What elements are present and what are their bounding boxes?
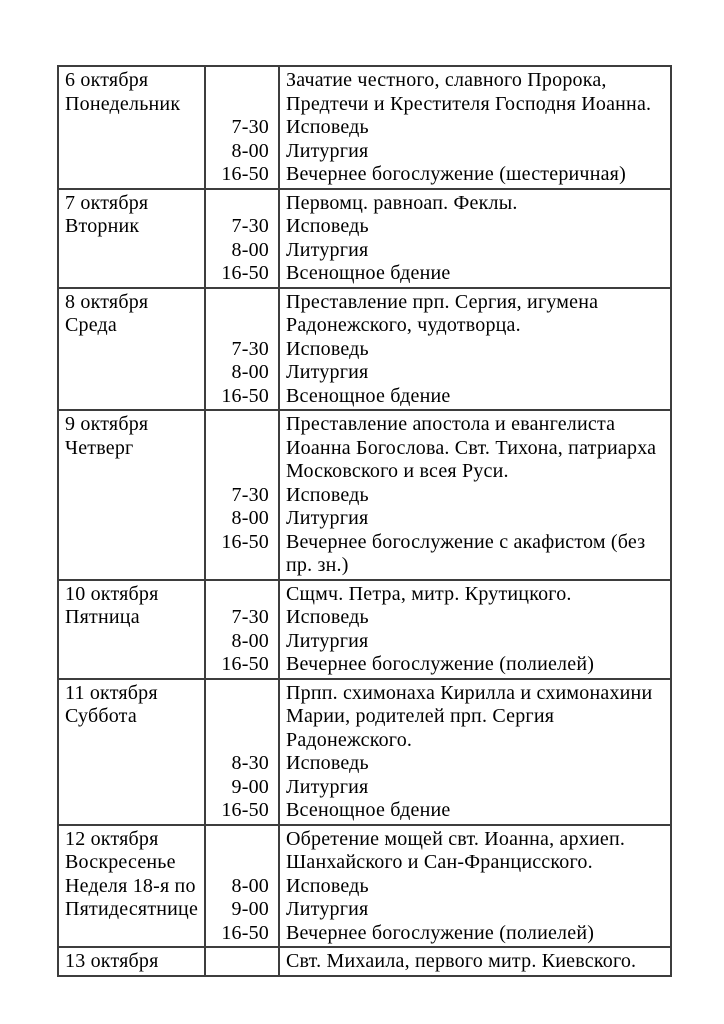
service-line bbox=[206, 484, 670, 508]
schedule-row bbox=[59, 678, 670, 824]
service-time: 7-30 bbox=[231, 337, 269, 360]
feast-line bbox=[206, 705, 670, 729]
time-column-divider bbox=[278, 289, 280, 410]
feast-text: Предтечи и Крестителя Господня Иоанна. bbox=[286, 92, 652, 115]
service-time: 9-00 bbox=[231, 898, 269, 920]
service-text: Исповедь bbox=[286, 874, 369, 897]
service-line bbox=[206, 239, 670, 263]
feast-text: Иоанна Богослова. Свт. Тихона, патриарха bbox=[286, 436, 657, 459]
feast-line bbox=[206, 682, 670, 706]
time-column-divider bbox=[278, 680, 280, 824]
time-column-divider bbox=[278, 581, 280, 678]
feast-text: Прпп. схимонаха Кирилла и схимонахини bbox=[286, 681, 653, 704]
schedule-row bbox=[59, 946, 670, 975]
service-line bbox=[206, 898, 670, 922]
service-time: 8-00 bbox=[231, 361, 269, 383]
service-time: 7-30 bbox=[231, 483, 269, 506]
service-time: 16-50 bbox=[221, 163, 269, 185]
weekday-label: Вторник bbox=[65, 215, 140, 237]
service-time: 8-30 bbox=[231, 752, 269, 774]
weekday-label: Воскресенье bbox=[65, 851, 176, 873]
service-time bbox=[206, 314, 278, 338]
feast-text: Радонежского. bbox=[286, 728, 413, 751]
service-line bbox=[206, 606, 670, 630]
service-time: 8-00 bbox=[231, 629, 269, 652]
service-line bbox=[206, 799, 670, 823]
service-time: 16-50 bbox=[221, 653, 269, 675]
weekday-label: Неделя 18-я по bbox=[65, 874, 196, 897]
service-time: 8-00 bbox=[231, 238, 269, 261]
service-text: Вечернее богослужение (полиелей) bbox=[286, 653, 595, 675]
service-text: Исповедь bbox=[286, 337, 369, 360]
date-cell bbox=[59, 67, 206, 188]
service-line bbox=[206, 776, 670, 800]
service-line bbox=[206, 385, 670, 409]
service-time: 7-30 bbox=[231, 606, 269, 628]
services-cell bbox=[206, 411, 670, 579]
service-time bbox=[206, 950, 278, 974]
service-time bbox=[206, 851, 278, 875]
feast-line bbox=[206, 583, 670, 607]
service-text: Литургия bbox=[286, 139, 369, 162]
feast-text: Свт. Михаила, первого митр. Киевского. bbox=[286, 950, 637, 972]
service-time bbox=[206, 729, 278, 753]
date-cell bbox=[59, 826, 206, 947]
time-column-divider bbox=[278, 190, 280, 287]
service-time bbox=[206, 413, 278, 437]
date-cell bbox=[59, 680, 206, 824]
service-time bbox=[206, 828, 278, 852]
service-text: Литургия bbox=[286, 629, 369, 652]
date-label: 13 октября bbox=[65, 950, 159, 972]
feast-text: Обретение мощей свт. Иоанна, архиеп. bbox=[286, 827, 626, 850]
feast-text: Шанхайского и Сан-Францисского. bbox=[286, 851, 593, 873]
service-text: Всенощное бдение bbox=[286, 384, 451, 407]
date-label: 10 октября bbox=[65, 582, 159, 605]
service-text: Исповедь bbox=[286, 116, 369, 138]
service-time bbox=[206, 93, 278, 117]
feast-text: Преставление прп. Сергия, игумена bbox=[286, 290, 599, 313]
service-text: Литургия bbox=[286, 507, 369, 529]
service-line bbox=[206, 531, 670, 555]
feast-text: Радонежского, чудотворца. bbox=[286, 314, 521, 336]
feast-line bbox=[206, 729, 670, 753]
service-time: 7-30 bbox=[231, 116, 269, 138]
feast-text: Первомц. равноап. Феклы. bbox=[286, 191, 518, 214]
date-label: 12 октября bbox=[65, 827, 159, 850]
service-text: Литургия bbox=[286, 898, 369, 920]
service-text: Вечернее богослужение с акафистом (без bbox=[286, 530, 646, 553]
date-label: 8 октября bbox=[65, 290, 149, 313]
feast-text: Преставление апостола и евангелиста bbox=[286, 413, 616, 435]
feast-text: Зачатие честного, славного Пророка, bbox=[286, 69, 607, 91]
service-line bbox=[206, 163, 670, 187]
date-label: 7 октября bbox=[65, 191, 149, 214]
service-line bbox=[206, 554, 670, 578]
date-cell bbox=[59, 581, 206, 678]
service-text: Исповедь bbox=[286, 215, 369, 237]
service-time bbox=[206, 69, 278, 93]
weekday-label: Суббота bbox=[65, 705, 137, 727]
feast-line bbox=[206, 413, 670, 437]
date-label: 11 октября bbox=[65, 681, 158, 704]
service-time bbox=[206, 291, 278, 315]
service-time: 8-00 bbox=[231, 874, 269, 897]
service-line bbox=[206, 653, 670, 677]
service-time: 8-00 bbox=[231, 507, 269, 529]
service-time: 8-00 bbox=[231, 139, 269, 162]
services-cell bbox=[206, 680, 670, 824]
weekday-label: Пятница bbox=[65, 606, 140, 628]
service-time: 7-30 bbox=[231, 215, 269, 237]
date-cell bbox=[59, 948, 206, 975]
date-cell bbox=[59, 289, 206, 410]
feast-line bbox=[206, 192, 670, 216]
service-time: 9-00 bbox=[231, 775, 269, 798]
service-line bbox=[206, 262, 670, 286]
schedule-row bbox=[59, 409, 670, 579]
services-cell bbox=[206, 289, 670, 410]
time-column-divider bbox=[278, 411, 280, 579]
service-text: Вечернее богослужение (шестеричная) bbox=[286, 163, 626, 185]
weekday-label: Понедельник bbox=[65, 92, 181, 115]
service-line bbox=[206, 361, 670, 385]
service-time bbox=[206, 460, 278, 484]
service-text: Исповедь bbox=[286, 483, 369, 506]
service-text: Всенощное бдение bbox=[286, 262, 451, 284]
schedule-row bbox=[59, 67, 670, 188]
schedule-table bbox=[57, 65, 672, 977]
service-text: Литургия bbox=[286, 775, 369, 798]
service-time: 16-50 bbox=[221, 799, 269, 821]
service-time bbox=[206, 554, 278, 578]
schedule-row bbox=[59, 287, 670, 410]
service-line bbox=[206, 922, 670, 946]
date-label: 9 октября bbox=[65, 413, 149, 435]
time-column-divider bbox=[278, 826, 280, 947]
service-time bbox=[206, 583, 278, 607]
date-label: 6 октября bbox=[65, 69, 149, 91]
service-text: Исповедь bbox=[286, 606, 369, 628]
service-time: 16-50 bbox=[221, 384, 269, 407]
service-time: 16-50 bbox=[221, 262, 269, 284]
service-time bbox=[206, 705, 278, 729]
feast-line bbox=[206, 460, 670, 484]
services-cell bbox=[206, 948, 670, 975]
service-line bbox=[206, 140, 670, 164]
feast-line bbox=[206, 437, 670, 461]
schedule-row bbox=[59, 824, 670, 947]
service-text: Исповедь bbox=[286, 752, 369, 774]
service-line bbox=[206, 116, 670, 140]
feast-text: Московского и всея Руси. bbox=[286, 460, 509, 482]
service-line bbox=[206, 507, 670, 531]
service-time: 16-50 bbox=[221, 530, 269, 553]
service-line bbox=[206, 215, 670, 239]
services-cell bbox=[206, 826, 670, 947]
service-time bbox=[206, 192, 278, 216]
feast-line bbox=[206, 69, 670, 93]
feast-text: Сщмч. Петра, митр. Крутицкого. bbox=[286, 582, 572, 605]
service-line bbox=[206, 875, 670, 899]
service-line bbox=[206, 752, 670, 776]
weekday-label: Среда bbox=[65, 314, 118, 336]
time-column-divider bbox=[278, 67, 280, 188]
service-text: Вечернее богослужение (полиелей) bbox=[286, 921, 595, 944]
service-text: пр. зн.) bbox=[286, 554, 349, 576]
service-time bbox=[206, 682, 278, 706]
service-line bbox=[206, 630, 670, 654]
service-text: Литургия bbox=[286, 238, 369, 261]
feast-text: Марии, родителей прп. Сергия bbox=[286, 705, 555, 727]
feast-line bbox=[206, 851, 670, 875]
schedule-row bbox=[59, 579, 670, 678]
feast-line bbox=[206, 314, 670, 338]
feast-line bbox=[206, 291, 670, 315]
time-column-divider bbox=[278, 948, 280, 975]
weekday-label: Пятидесятнице bbox=[65, 898, 199, 920]
feast-line bbox=[206, 828, 670, 852]
weekday-label: Четверг bbox=[65, 436, 134, 459]
feast-line bbox=[206, 93, 670, 117]
feast-line bbox=[206, 950, 670, 974]
service-time bbox=[206, 437, 278, 461]
service-time: 16-50 bbox=[221, 921, 269, 944]
services-cell bbox=[206, 67, 670, 188]
date-cell bbox=[59, 190, 206, 287]
service-text: Всенощное бдение bbox=[286, 799, 451, 821]
service-text: Литургия bbox=[286, 361, 369, 383]
schedule-row bbox=[59, 188, 670, 287]
services-cell bbox=[206, 581, 670, 678]
service-line bbox=[206, 338, 670, 362]
services-cell bbox=[206, 190, 670, 287]
date-cell bbox=[59, 411, 206, 579]
